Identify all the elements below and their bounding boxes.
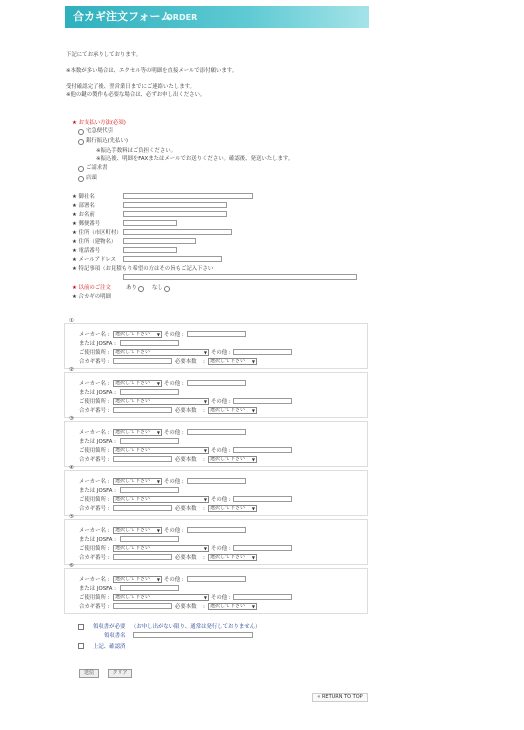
chevron-down-icon: ▼ <box>156 479 160 484</box>
usage-select[interactable] <box>113 447 209 454</box>
chevron-up-icon: « <box>317 694 321 700</box>
maker-other-input[interactable] <box>187 576 246 582</box>
address1-label-text: 住所（市区町村） <box>78 230 122 236</box>
payment-option-bank: 銀行振込(先払い) <box>86 138 128 144</box>
department-input[interactable] <box>123 202 227 208</box>
chevron-down-icon: ▼ <box>203 448 207 453</box>
phone-input[interactable] <box>123 247 177 253</box>
quantity-colon: : <box>203 555 205 561</box>
payment-option-invoice: ご請求書 <box>86 165 108 171</box>
usage-other-input[interactable] <box>233 545 292 551</box>
usage-select-value: 選択して下さい <box>115 349 151 355</box>
usage-select[interactable] <box>113 496 209 503</box>
address2-label-text: 住所（建物名） <box>78 239 117 245</box>
chevron-down-icon: ▼ <box>156 381 160 386</box>
key-number-label: 合カギ番号 : <box>79 457 110 463</box>
usage-label: ご使用箇所 : <box>79 399 110 405</box>
maker-select-value: 選択して下さい <box>115 429 151 435</box>
usage-label: ご使用箇所 : <box>79 448 110 454</box>
zip-input[interactable] <box>123 220 177 226</box>
remarks-input[interactable] <box>123 274 357 280</box>
chevron-down-icon: ▼ <box>203 350 207 355</box>
josfa-label: または JOSFA : <box>79 586 116 592</box>
usage-other-input[interactable] <box>233 594 292 600</box>
usage-select-value: 選択して下さい <box>115 594 151 600</box>
josfa-label: または JOSFA : <box>79 390 116 396</box>
maker-other-label: その他 : <box>164 577 184 583</box>
phone-label-text: 電話番号 <box>78 248 101 254</box>
josfa-label: または JOSFA : <box>79 488 116 494</box>
quantity-select[interactable] <box>208 407 257 414</box>
usage-select[interactable] <box>113 398 209 405</box>
key-number-label: 合カギ番号 : <box>79 506 110 512</box>
submit-button[interactable]: 送信 <box>79 669 99 678</box>
email-input[interactable] <box>123 256 222 262</box>
receipt-name-label: 領収書名 <box>104 633 126 639</box>
maker-select-value: 選択して下さい <box>115 478 151 484</box>
quantity-colon: : <box>203 359 205 365</box>
company-input[interactable] <box>123 193 253 199</box>
maker-select[interactable] <box>113 331 162 338</box>
chevron-down-icon: ▼ <box>251 555 255 560</box>
name-label-text: お名前 <box>78 212 95 218</box>
key-item-number: ② <box>69 367 74 373</box>
key-number-input[interactable] <box>113 554 172 560</box>
payment-method-label: ★ お支払い方法(必須) <box>72 120 126 126</box>
prev-order-label: ★ 以前のご注文 <box>72 285 111 291</box>
company-label-text: 御社名 <box>78 194 95 200</box>
chevron-down-icon: ▼ <box>156 577 160 582</box>
usage-other-input[interactable] <box>233 398 292 404</box>
josfa-label: または JOSFA : <box>79 341 116 347</box>
key-item-block <box>64 465 368 516</box>
details-label: ★ 合カギの明細 <box>72 294 111 300</box>
usage-select[interactable] <box>113 594 209 601</box>
confirm-checkbox[interactable] <box>78 643 84 649</box>
quantity-colon: : <box>203 604 205 610</box>
name-input[interactable] <box>123 211 227 217</box>
form-header-banner <box>65 6 369 28</box>
quantity-label: 必要本数 <box>175 457 197 463</box>
intro-line-2: ※本数が多い場合は、エクセル等の明細を直接メールで添付願います。 <box>66 68 238 74</box>
chevron-down-icon: ▼ <box>203 595 207 600</box>
remarks-label-text: 特記事項（お見積もり希望の方はその旨もご記入下さい <box>78 266 214 272</box>
usage-select-value: 選択して下さい <box>115 398 151 404</box>
name-label: ★ お名前 <box>72 212 95 218</box>
quantity-select[interactable] <box>208 456 257 463</box>
chevron-down-icon: ▼ <box>203 399 207 404</box>
josfa-input[interactable] <box>120 389 179 395</box>
usage-label: ご使用箇所 : <box>79 546 110 552</box>
key-item-block <box>64 318 368 369</box>
maker-select-value: 選択して下さい <box>115 527 151 533</box>
key-item-block <box>64 514 368 565</box>
department-label-text: 部署名 <box>78 203 95 209</box>
key-item-block <box>64 367 368 418</box>
quantity-select-value: 選択して下さい <box>210 407 246 413</box>
email-label: ★ メールアドレス <box>72 257 117 263</box>
quantity-select[interactable] <box>208 358 257 365</box>
key-item-block <box>64 563 368 614</box>
usage-other-label: その他 : <box>211 448 231 454</box>
payment-radio-bank[interactable] <box>78 139 84 145</box>
chevron-down-icon: ▼ <box>156 528 160 533</box>
usage-other-label: その他 : <box>211 595 231 601</box>
quantity-select-value: 選択して下さい <box>210 456 246 462</box>
key-item-number: ④ <box>69 465 74 471</box>
usage-label: ご使用箇所 : <box>79 595 110 601</box>
maker-select[interactable] <box>113 576 162 583</box>
prev-order-yes-radio[interactable] <box>138 286 144 292</box>
usage-label: ご使用箇所 : <box>79 350 110 356</box>
maker-other-label: その他 : <box>164 479 184 485</box>
maker-label: メーカー名 : <box>79 381 110 387</box>
quantity-select[interactable] <box>208 505 257 512</box>
josfa-input[interactable] <box>120 487 179 493</box>
quantity-label: 必要本数 <box>175 555 197 561</box>
key-item-number: ⑤ <box>69 514 74 520</box>
usage-select-value: 選択して下さい <box>115 545 151 551</box>
maker-other-label: その他 : <box>164 332 184 338</box>
josfa-input[interactable] <box>120 340 179 346</box>
key-number-input[interactable] <box>113 505 172 511</box>
zip-label: ★ 郵便番号 <box>72 221 101 227</box>
receipt-note: （お申し出がない限り、通常は発行しておりません） <box>131 624 261 630</box>
receipt-name-input[interactable] <box>133 632 253 638</box>
quantity-label: 必要本数 <box>175 359 197 365</box>
chevron-down-icon: ▼ <box>251 359 255 364</box>
maker-label: メーカー名 : <box>79 528 110 534</box>
usage-label: ご使用箇所 : <box>79 497 110 503</box>
details-label-text: 合カギの明細 <box>78 294 111 300</box>
usage-other-label: その他 : <box>211 399 231 405</box>
maker-select[interactable] <box>113 429 162 436</box>
quantity-select-value: 選択して下さい <box>210 603 246 609</box>
usage-select-value: 選択して下さい <box>115 496 151 502</box>
maker-other-input[interactable] <box>187 331 246 337</box>
key-item-number: ① <box>69 318 74 324</box>
chevron-down-icon: ▼ <box>203 546 207 551</box>
payment-note-1: ※振込手数料はご負担ください。 <box>96 148 176 154</box>
quantity-select-value: 選択して下さい <box>210 554 246 560</box>
payment-radio-invoice[interactable] <box>78 166 84 172</box>
quantity-select-value: 選択して下さい <box>210 505 246 511</box>
quantity-colon: : <box>203 506 205 512</box>
address2-input[interactable] <box>123 238 196 244</box>
quantity-colon: : <box>203 457 205 463</box>
address2-label: ★ 住所（建物名） <box>72 239 117 245</box>
maker-select[interactable] <box>113 380 162 387</box>
usage-other-label: その他 : <box>211 546 231 552</box>
usage-select-value: 選択して下さい <box>115 447 151 453</box>
key-number-label: 合カギ番号 : <box>79 604 110 610</box>
usage-other-input[interactable] <box>233 349 292 355</box>
josfa-input[interactable] <box>120 585 179 591</box>
page-subtitle: ORDER <box>166 13 198 22</box>
quantity-label: 必要本数 <box>175 506 197 512</box>
prev-order-no-label: なし <box>152 285 163 291</box>
quantity-select[interactable] <box>208 603 257 610</box>
payment-option-store: 店頭 <box>86 175 97 181</box>
email-label-text: メールアドレス <box>78 257 117 263</box>
remarks-label: ★ 特記事項（お見積もり希望の方はその旨もご記入下さい <box>72 266 214 272</box>
quantity-select[interactable] <box>208 554 257 561</box>
return-to-top-button[interactable] <box>312 693 368 702</box>
key-item-number: ⑥ <box>69 563 74 569</box>
confirm-label: 上記、確認済 <box>93 644 126 650</box>
josfa-label: または JOSFA : <box>79 537 116 543</box>
intro-line-4: ※他の鍵の製作も必要な場合は、必ずお申し出ください。 <box>66 92 206 98</box>
usage-other-input[interactable] <box>233 447 292 453</box>
receipt-label: 領収書が必要 <box>93 624 126 630</box>
key-number-input[interactable] <box>113 603 172 609</box>
maker-other-input[interactable] <box>187 478 246 484</box>
key-number-input[interactable] <box>113 358 172 364</box>
maker-other-input[interactable] <box>187 380 246 386</box>
payment-note-2: ※振込後、明細をFAXまたはメールでお送りください。確認後、発送いたします。 <box>96 156 294 162</box>
maker-select-value: 選択して下さい <box>115 331 151 337</box>
company-label: ★ 御社名 <box>72 194 95 200</box>
address1-label: ★ 住所（市区町村） <box>72 230 122 236</box>
usage-other-input[interactable] <box>233 496 292 502</box>
chevron-down-icon: ▼ <box>251 506 255 511</box>
key-number-label: 合カギ番号 : <box>79 408 110 414</box>
maker-other-label: その他 : <box>164 528 184 534</box>
payment-radio-store[interactable] <box>78 176 84 182</box>
usage-other-label: その他 : <box>211 350 231 356</box>
prev-order-no-radio[interactable] <box>164 286 170 292</box>
return-to-top-label: RETURN TO TOP <box>321 694 363 700</box>
page-title: 合カギ注文フォーム <box>73 10 172 23</box>
quantity-label: 必要本数 <box>175 408 197 414</box>
maker-other-input[interactable] <box>187 429 246 435</box>
payment-option-cod: 宅急便代引 <box>86 128 113 134</box>
payment-method-label-text: お支払い方法(必須) <box>78 120 126 126</box>
key-number-input[interactable] <box>113 456 172 462</box>
receipt-checkbox[interactable] <box>78 624 84 630</box>
prev-order-yes-label: あり <box>126 285 137 291</box>
chevron-down-icon: ▼ <box>156 430 160 435</box>
maker-select[interactable] <box>113 527 162 534</box>
josfa-input[interactable] <box>120 536 179 542</box>
josfa-label: または JOSFA : <box>79 439 116 445</box>
josfa-input[interactable] <box>120 438 179 444</box>
maker-select-value: 選択して下さい <box>115 576 151 582</box>
maker-select[interactable] <box>113 478 162 485</box>
key-item-number: ③ <box>69 416 74 422</box>
clear-button[interactable]: クリア <box>108 669 132 678</box>
key-number-input[interactable] <box>113 407 172 413</box>
zip-label-text: 郵便番号 <box>78 221 101 227</box>
chevron-down-icon: ▼ <box>156 332 160 337</box>
chevron-down-icon: ▼ <box>251 604 255 609</box>
maker-other-input[interactable] <box>187 527 246 533</box>
chevron-down-icon: ▼ <box>251 457 255 462</box>
usage-select[interactable] <box>113 545 209 552</box>
quantity-label: 必要本数 <box>175 604 197 610</box>
chevron-down-icon: ▼ <box>203 497 207 502</box>
key-number-label: 合カギ番号 : <box>79 359 110 365</box>
quantity-colon: : <box>203 408 205 414</box>
maker-label: メーカー名 : <box>79 479 110 485</box>
maker-select-value: 選択して下さい <box>115 380 151 386</box>
quantity-select-value: 選択して下さい <box>210 358 246 364</box>
maker-label: メーカー名 : <box>79 577 110 583</box>
maker-label: メーカー名 : <box>79 430 110 436</box>
phone-label: ★ 電話番号 <box>72 248 101 254</box>
key-number-label: 合カギ番号 : <box>79 555 110 561</box>
department-label: ★ 部署名 <box>72 203 95 209</box>
maker-other-label: その他 : <box>164 381 184 387</box>
usage-select[interactable] <box>113 349 209 356</box>
prev-order-label-text: 以前のご注文 <box>78 285 111 291</box>
maker-label: メーカー名 : <box>79 332 110 338</box>
usage-other-label: その他 : <box>211 497 231 503</box>
intro-line-1: 下記にてお承りしております。 <box>66 52 142 58</box>
intro-line-3: 受付確認完了後、翌営業日までにご連絡いたします。 <box>66 84 195 90</box>
chevron-down-icon: ▼ <box>251 408 255 413</box>
payment-radio-cod[interactable] <box>78 129 84 135</box>
address1-input[interactable] <box>123 229 232 235</box>
key-item-block <box>64 416 368 467</box>
maker-other-label: その他 : <box>164 430 184 436</box>
